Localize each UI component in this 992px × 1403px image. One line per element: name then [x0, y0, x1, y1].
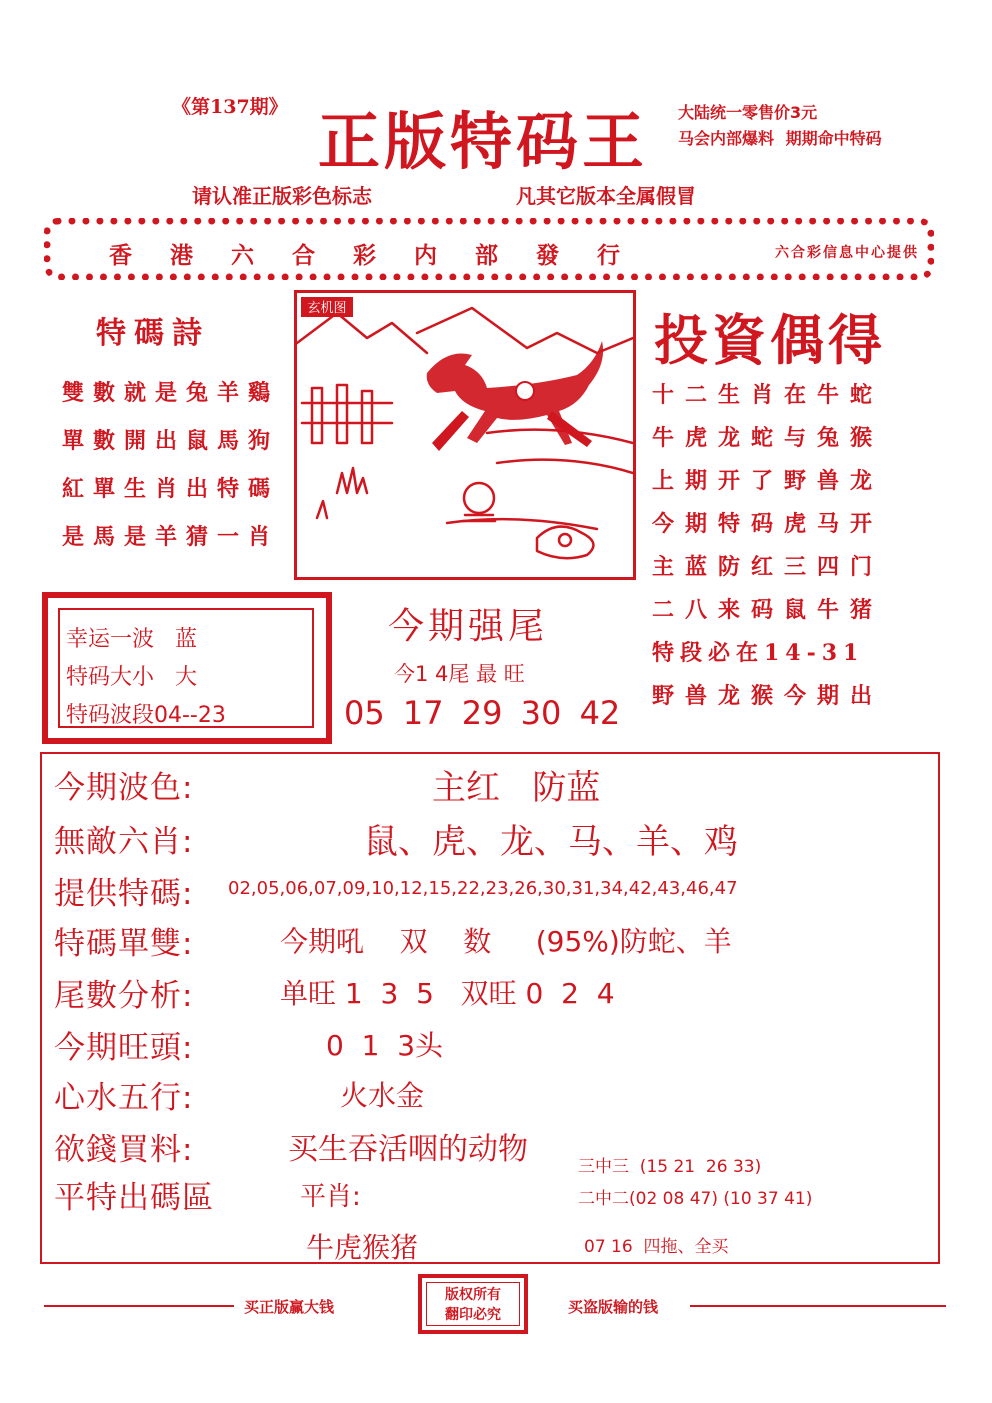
poem-line: 是馬是羊猜一肖 — [62, 524, 280, 550]
page-title: 正版特码王 — [318, 105, 649, 178]
strong-tail-sub: 今1 4尾 最 旺 — [394, 662, 525, 686]
issue-number: 《第137期》 — [172, 96, 288, 118]
invest-line: 上期开了野兽龙 — [652, 468, 884, 494]
stamp-line-2: 翻印必究 — [445, 1307, 501, 1323]
special-label: 提供特碼: — [54, 876, 194, 912]
flat-label: 平特出碼區 — [54, 1180, 214, 1216]
invest-line: 野兽龙猴今期出 — [652, 683, 884, 709]
invest-line: 牛虎龙蛇与兔猴 — [652, 425, 884, 451]
money-label: 欲錢買料: — [54, 1132, 194, 1168]
tail-analysis-value: 单旺 1 3 5 双旺 0 2 4 — [280, 977, 615, 1010]
flat-value: 牛虎猴猪 — [306, 1231, 419, 1264]
notice-right: 凡其它版本全属假冒 — [516, 184, 696, 208]
money-value: 买生吞活咽的动物 — [288, 1132, 528, 1167]
dotted-banner — [44, 218, 934, 280]
slogan-line: 马会内部爆料 期期命中特码 — [678, 129, 882, 148]
footer-right-text: 买盗版输的钱 — [568, 1298, 659, 1316]
invest-line: 特段必在14-31 — [652, 640, 865, 666]
copyright-stamp — [418, 1274, 528, 1334]
footer-left-text: 买正版赢大钱 — [244, 1298, 335, 1316]
element-value: 火水金 — [340, 1079, 425, 1112]
invest-line: 主蓝防红三四门 — [652, 554, 884, 580]
wave-value: 主红 防蓝 — [432, 768, 601, 808]
picture-stamp: 玄机图 — [307, 301, 347, 316]
banner-sub-text: 六合彩信息中心提供 — [775, 245, 919, 261]
invest-line: 十二生肖在牛蛇 — [652, 382, 884, 408]
head-value: 0 1 3头 — [326, 1029, 444, 1062]
wave-label: 今期波色: — [54, 770, 194, 806]
two-in-two: 二中二(02 08 47) (10 37 41) — [578, 1189, 813, 1209]
horse-picture-icon — [297, 293, 633, 577]
footer-line-left — [44, 1305, 234, 1307]
poem-title: 特碼詩 — [96, 316, 210, 351]
special-value: 02,05,06,07,09,10,12,15,22,23,26,30,31,34,42,43,46,47 — [228, 878, 738, 899]
lucky-range: 特码波段04--23 — [66, 703, 226, 728]
copyright-stamp-inner — [426, 1282, 520, 1326]
oddeven-label: 特碼單雙: — [54, 926, 194, 962]
lucky-wave: 幸运一波 蓝 — [66, 627, 197, 652]
price-line: 大陆统一零售价3元 — [678, 103, 818, 122]
poem-line: 紅單生肖出特碼 — [62, 476, 280, 502]
invest-line: 今期特码虎马开 — [652, 511, 884, 537]
notice-left: 请认准正版彩色标志 — [192, 184, 372, 208]
six-label: 無敵六肖: — [54, 824, 194, 860]
strong-tail-numbers: 05 17 29 30 42 — [344, 694, 621, 732]
footer-line-right — [690, 1305, 946, 1307]
poem-line: 單數開出鼠馬狗 — [62, 428, 280, 454]
three-in-three: 三中三 (15 21 26 33) — [578, 1157, 762, 1177]
invest-title: 投資偶得 — [654, 308, 886, 372]
flat-sub: 平肖: — [300, 1182, 361, 1212]
lucky-box — [42, 592, 332, 744]
six-value: 鼠、虎、龙、马、羊、鸡 — [364, 822, 738, 862]
element-label: 心水五行: — [54, 1080, 194, 1116]
banner-main-text: 香港六合彩内部發行 — [109, 242, 658, 269]
lucky-size: 特码大小 大 — [66, 665, 197, 690]
tail-analysis-label: 尾數分析: — [54, 978, 194, 1014]
horse-illustration — [294, 290, 636, 580]
strong-tail-title: 今期强尾 — [388, 606, 549, 647]
oddeven-value: 今期吼 双 数 (95%)防蛇、羊 — [280, 925, 732, 958]
stamp-line-1: 版权所有 — [445, 1287, 501, 1303]
head-label: 今期旺頭: — [54, 1030, 194, 1066]
invest-line: 二八来码鼠牛猪 — [652, 597, 884, 623]
tow-numbers: 07 16 四拖、全买 — [584, 1237, 729, 1257]
poem-line: 雙數就是兔羊鷄 — [62, 380, 280, 406]
